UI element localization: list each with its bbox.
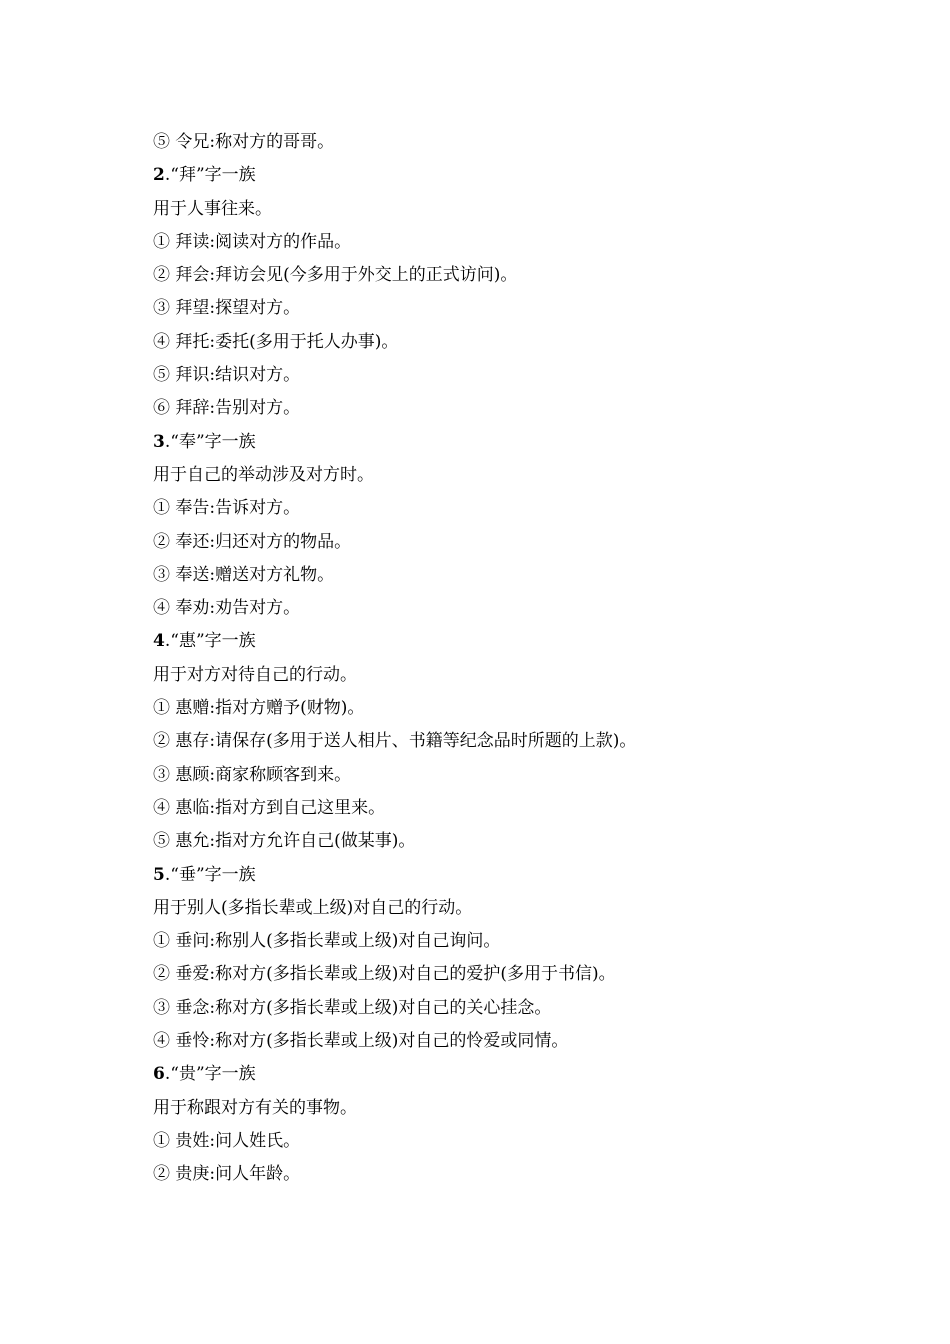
list-item: ① 垂问:称别人(多指长辈或上级)对自己询问。 [153,931,501,952]
section-number: 3 [153,431,165,452]
section-heading [153,625,913,658]
list-item: ① 贵姓:问人姓氏。 [153,1130,301,1151]
section-description: 用于别人(多指长辈或上级)对自己的行动。 [153,897,473,918]
list-item: ③ 惠顾:商家称顾客到来。 [153,764,352,785]
list-item: ⑥ 拜辞:告别对方。 [153,398,301,419]
list-item: ① 奉告:告诉对方。 [153,498,301,519]
section-title: .“垂”字一族 [164,864,256,885]
section-description: 用于自己的举动涉及对方时。 [153,464,374,485]
list-item: ⑤ 惠允:指对方允许自己(做某事)。 [153,831,416,852]
section-heading [153,159,913,192]
list-item: ① 惠赠:指对方赠予(财物)。 [153,698,365,719]
list-item: ② 贵庚:问人年龄。 [153,1164,301,1185]
list-item: ③ 垂念:称对方(多指长辈或上级)对自己的关心挂念。 [153,997,552,1018]
section-description: 用于人事往来。 [153,198,272,219]
section-heading [153,1058,913,1091]
list-item: ④ 奉劝:劝告对方。 [153,598,301,619]
section-title: .“拜”字一族 [164,165,256,186]
section-heading [153,426,913,459]
list-item: ② 奉还:归还对方的物品。 [153,531,352,552]
list-item: ④ 垂怜:称对方(多指长辈或上级)对自己的怜爱或同情。 [153,1031,569,1052]
list-item: ③ 拜望:探望对方。 [153,298,301,319]
section-number: 2 [153,165,165,186]
section-description: 用于对方对待自己的行动。 [153,664,357,685]
section-number: 5 [153,864,165,885]
section-title: .“贵”字一族 [164,1064,256,1085]
list-item: ⑤ 令兄:称对方的哥哥。 [153,132,335,152]
list-item: ① 拜读:阅读对方的作品。 [153,231,352,252]
section-number: 4 [153,631,165,652]
list-item: ⑤ 拜识:结识对方。 [153,365,301,386]
list-item: ③ 奉送:赠送对方礼物。 [153,564,335,585]
list-item: ② 拜会:拜访会见(今多用于外交上的正式访问)。 [153,265,518,286]
list-item: ④ 拜托:委托(多用于托人办事)。 [153,331,399,352]
section-title: .“奉”字一族 [164,431,256,452]
section-number: 6 [153,1064,165,1085]
list-item: ④ 惠临:指对方到自己这里来。 [153,797,386,818]
document-page [153,126,913,1192]
section-description: 用于称跟对方有关的事物。 [153,1097,357,1118]
section-heading [153,859,913,892]
section-title: .“惠”字一族 [164,631,256,652]
list-item: ② 垂爱:称对方(多指长辈或上级)对自己的爱护(多用于书信)。 [153,964,616,985]
list-item: ② 惠存:请保存(多用于送人相片、书籍等纪念品时所题的上款)。 [153,731,637,752]
